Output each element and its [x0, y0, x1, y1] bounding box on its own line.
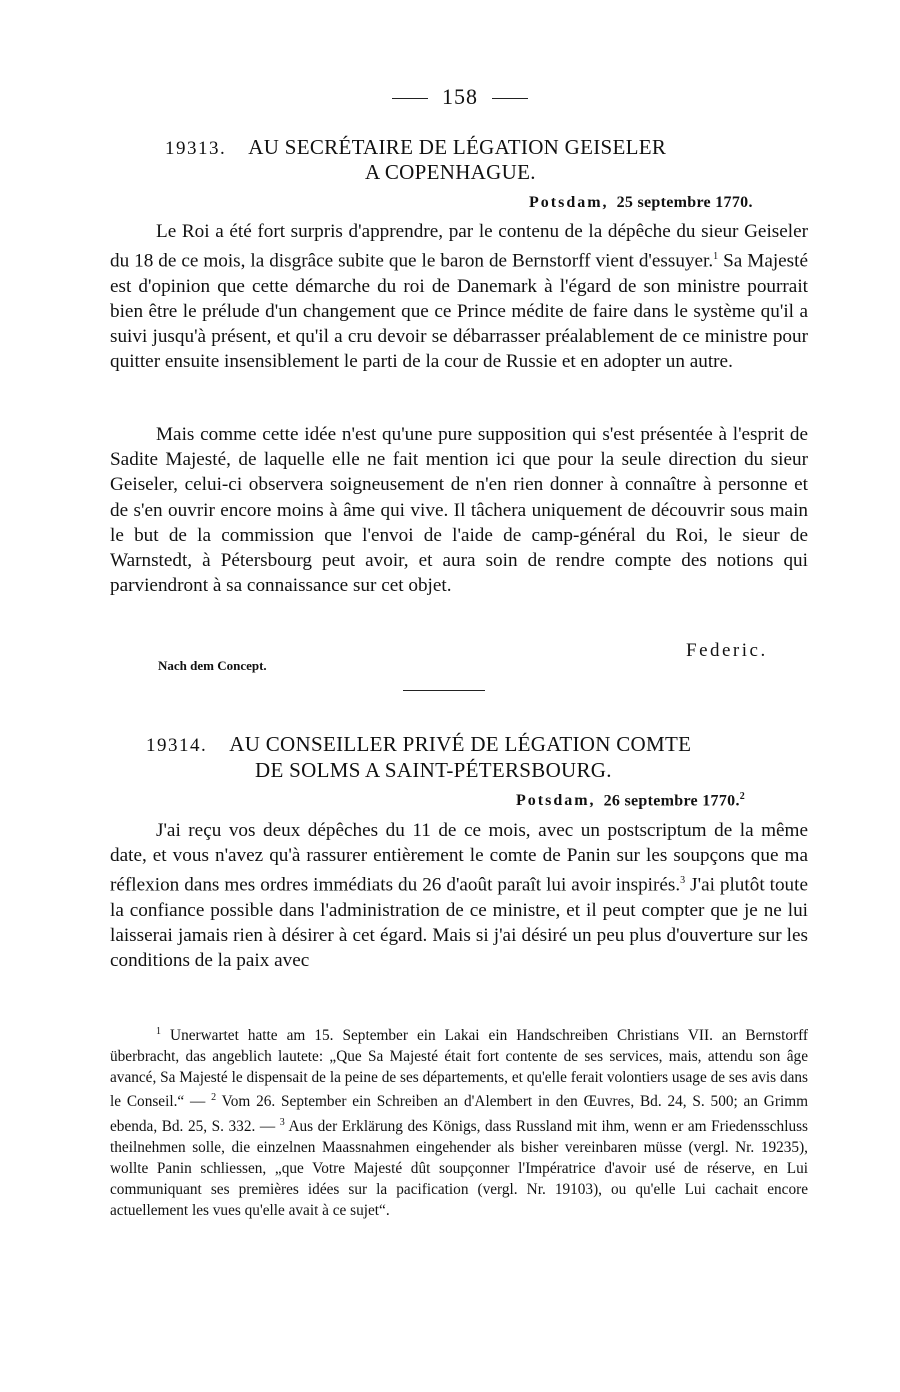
letter-2-place: Potsdam, [516, 792, 596, 810]
letter-1-title-line2: A COPENHAGUE. [365, 160, 536, 184]
letter-1-source-note: Nach dem Concept. [158, 658, 267, 673]
letter-2-paragraph-1-start: J'ai reçu vos deux dépêches du 11 de ce mois, avec un postscriptum de la même date, et vous n'avez qu'à rassurer entièrement le comte de Panin sur les soupçons que ma réflexion dans mes ordres immédiats du 26 d'août paraît lui avoir inspirés. [110, 820, 808, 896]
footnote-1-mark: 1 [156, 1026, 161, 1037]
letter-1-signature: Federic. [686, 640, 768, 661]
page-number-line [0, 84, 900, 110]
footnote-2-text: Vom 26. September ein Schreiben an d'Alembert in den Œuvres, Bd. 24, S. 500; an Grimm ebenda, Bd. 25, S. 332. — [110, 1093, 808, 1136]
letter-1-date: 25 septembre 1770. [616, 194, 753, 211]
letter-1-paragraph-1-end: Sa Majesté est d'opinion que cette démarche du roi de Danemark à l'égard de son ministre pourrait bien être le prélude d'un changement que ce Prince médite de faire dans le système qu'il a suivi jusqu'à présent, et qu'il a cru devoir se débarrasser préalablement de ce ministre pour quitter ensuite insensiblement le parti de la cour de Russie et en adopter un autre. [110, 250, 808, 373]
letter-1-place: Potsdam, [529, 194, 609, 211]
letter-1-paragraph-2 [110, 422, 808, 598]
footnote-3-mark: 3 [279, 1117, 285, 1129]
page-number-dash-right [492, 98, 528, 99]
letter-1-number: 19313. [165, 138, 227, 159]
section-divider [403, 690, 485, 691]
footnote-ref-1: 1 [713, 251, 719, 263]
footnote-ref-2: 2 [739, 791, 746, 802]
letter-2-dateline [516, 791, 745, 810]
page-number: 158 [442, 84, 478, 109]
letter-2-paragraph-1 [110, 818, 808, 974]
letter-1-dateline [529, 194, 753, 212]
letter-1-heading-line1 [165, 135, 666, 160]
footnote-3-text: Aus der Erklärung des Königs, dass Russland mit ihm, wenn er am Friedensschluss theilnehmen solle, die einzelnen Maassnahmen eingehender als bisher vereinbaren müsse (vergl. Nr. 19235), wollte Panin schliessen, „que Votre Majesté dût soupçonner l'Impératrice d'avoir usé de réserve, en Lui communiquant ses premières idées sur la pacification (vergl. Nr. 19103), ou qu'elle Lui cachait encore actuellement les vues qu'elle avait à ce sujet“. [110, 1118, 808, 1219]
letter-1-paragraph-1-start: Le Roi a été fort surpris d'apprendre, par le contenu de la dépêche du sieur Geiseler du 18 de ce mois, la disgrâce subite que le baron de Bernstorff vient d'essuyer. [110, 221, 808, 272]
letter-2-paragraph-1-end: J'ai plutôt toute la confiance possible dans l'administration de ce ministre, et il peut compter que je ne lui laisserai jamais rien à désirer à cet égard. Mais si j'ai désiré un peu plus d'ouverture sur les conditions de la paix avec [110, 874, 808, 972]
letter-1-title-line1: AU SECRÉTAIRE DE LÉGATION GEISELER [248, 135, 667, 159]
footnotes [110, 1022, 808, 1221]
footnote-2-mark: 2 [211, 1092, 217, 1104]
letter-2-date: 26 septembre 1770. [603, 792, 740, 810]
page-number-dash-left [392, 98, 428, 99]
letter-2-title-line2: DE SOLMS A SAINT-PÉTERSBOURG. [255, 758, 612, 782]
footnote-ref-3: 3 [680, 875, 686, 887]
letter-1-paragraph-2-text: Mais comme cette idée n'est qu'une pure supposition qui s'est présentée à l'esprit de Sadite Majesté, de laquelle elle ne fait mention ici que pour la seule direction du sieur Geiseler, celui-ci observera soigneusement de n'en rien donner à connaître à personne et de s'en ouvrir encore moins à âme qui vive. Il tâchera uniquement de découvrir sous main le but de la commission que l'envoi de l'aide de camp-général du Roi, le sieur de Warnstedt, à Pétersbourg peut avoir, et aura soin de rendre compte des notions qui parviendront à sa connaissance sur cet objet. [110, 424, 808, 597]
letter-2-heading-line1 [146, 732, 691, 757]
footnote-1-text: Unerwartet hatte am 15. September ein Lakai ein Handschreiben Christians VII. an Bernstorff überbracht, das angeblich lautete: „Que Sa Majesté était fort contente de ses services, mais, attendu son âge avancé, Sa Majesté le dispensait de la peine de ses départements, et qu'elle ferait volontiers usage de ses avis dans le Conseil.“ — [110, 1027, 808, 1111]
letter-2-number: 19314. [146, 735, 208, 756]
letter-2-title-line1: AU CONSEILLER PRIVÉ DE LÉGATION COMTE [229, 732, 692, 756]
letter-1-paragraph-1 [110, 219, 808, 375]
